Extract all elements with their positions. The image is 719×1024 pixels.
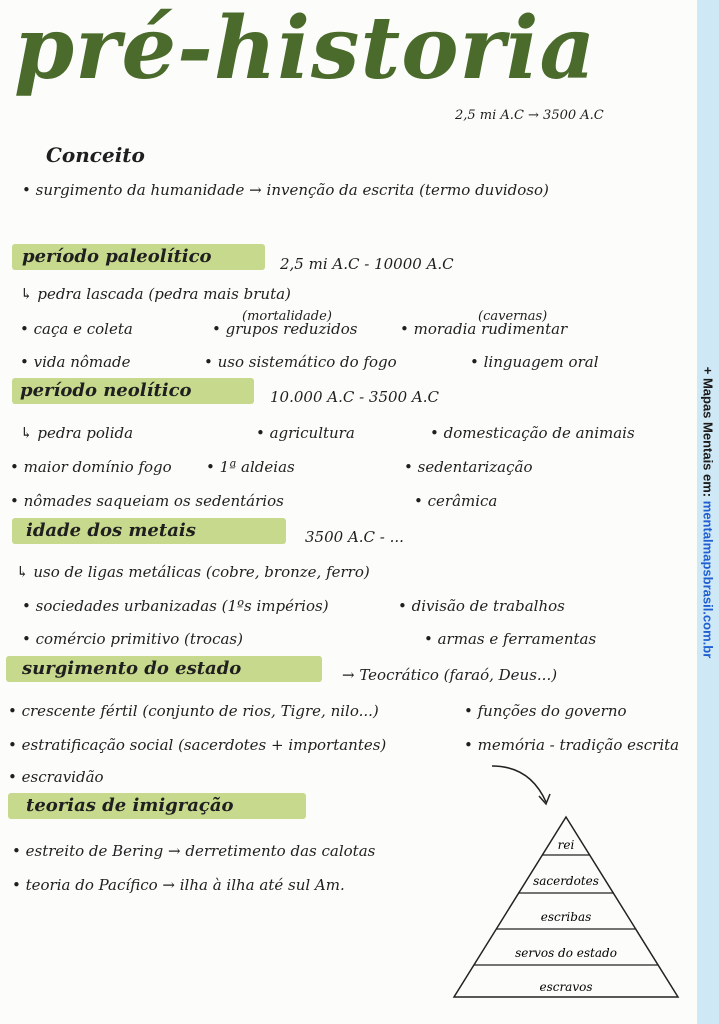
imigracao-line1: • estreito de Bering → derretimento das calotas xyxy=(12,842,376,860)
imigracao-line2: • teoria do Pacífico → ilha à ilha até sul Am. xyxy=(12,876,345,894)
pyramid-level-rei: rei xyxy=(557,838,575,852)
side-banner-prefix: + Mapas Mentais em: xyxy=(700,366,716,497)
pyramid-level-sacerdotes: sacerdotes xyxy=(533,874,599,888)
note-mortalidade: (mortalidade) xyxy=(242,309,332,324)
paleolitico-heading: período paleolítico xyxy=(22,246,212,267)
paleolitico-line2b: • grupos reduzidos xyxy=(212,320,358,338)
estado-line1a: • crescente fértil (conjunto de rios, Tigre, nilo...) xyxy=(8,702,379,720)
neolitico-heading: período neolítico xyxy=(20,380,192,401)
metais-line2b: • divisão de trabalhos xyxy=(398,597,565,615)
neolitico-line3b: • cerâmica xyxy=(414,492,498,510)
side-banner-text xyxy=(701,366,716,658)
estado-line3: • escravidão xyxy=(8,768,104,786)
pyramid-level-servos: servos do estado xyxy=(515,946,617,960)
social-pyramid xyxy=(452,815,680,1000)
neolitico-line1a: ↳ pedra polida xyxy=(20,424,134,442)
paleolitico-line3c: • linguagem oral xyxy=(470,353,599,371)
paleolitico-line2c: • moradia rudimentar xyxy=(400,320,568,338)
neolitico-line2c: • sedentarização xyxy=(404,458,533,476)
metais-dates: 3500 A.C - ... xyxy=(305,528,404,546)
metais-line2a: • sociedades urbanizadas (1ºs impérios) xyxy=(22,597,329,615)
paleolitico-line3a: • vida nômade xyxy=(20,353,131,371)
date-range: 2,5 mi A.C → 3500 A.C xyxy=(455,108,604,123)
curved-arrow-icon xyxy=(490,760,560,810)
conceito-line: • surgimento da humanidade → invenção da escrita (termo duvidoso) xyxy=(22,181,549,199)
metais-heading: idade dos metais xyxy=(26,520,196,541)
paleolitico-line1: ↳ pedra lascada (pedra mais bruta) xyxy=(20,285,291,303)
metais-line3a: • comércio primitivo (trocas) xyxy=(22,630,243,648)
metais-line3b: • armas e ferramentas xyxy=(424,630,597,648)
neolitico-line2a: • maior domínio fogo xyxy=(10,458,172,476)
side-banner xyxy=(697,0,719,1024)
estado-teocratico: → Teocrático (faraó, Deus...) xyxy=(342,666,558,684)
neolitico-line1b: • agricultura xyxy=(256,424,355,442)
neolitico-line1c: • domesticação de animais xyxy=(430,424,635,442)
imigracao-heading: teorias de imigração xyxy=(26,795,234,816)
paleolitico-line3b: • uso sistemático do fogo xyxy=(204,353,397,371)
conceito-heading: Conceito xyxy=(46,143,145,167)
metais-line1: ↳ uso de ligas metálicas (cobre, bronze, ferro) xyxy=(16,563,370,581)
estado-line1b: • funções do governo xyxy=(464,702,627,720)
neolitico-line3a: • nômades saqueiam os sedentários xyxy=(10,492,284,510)
note-cavernas: (cavernas) xyxy=(478,309,548,324)
paleolitico-line2a: • caça e coleta xyxy=(20,320,133,338)
page-title: pré-historia xyxy=(14,0,597,99)
neolitico-dates: 10.000 A.C - 3500 A.C xyxy=(270,388,439,406)
paleolitico-dates: 2,5 mi A.C - 10000 A.C xyxy=(280,255,454,273)
pyramid-level-escravos: escravos xyxy=(539,980,593,994)
estado-line2b: • memória - tradição escrita xyxy=(464,736,680,754)
side-banner-url[interactable]: mentalmapsbrasil.com.br xyxy=(700,500,716,658)
neolitico-line2b: • 1ª aldeias xyxy=(206,458,295,476)
estado-heading: surgimento do estado xyxy=(22,658,242,679)
estado-line2a: • estratificação social (sacerdotes + importantes) xyxy=(8,736,387,754)
pyramid-level-escribas: escribas xyxy=(540,910,592,924)
